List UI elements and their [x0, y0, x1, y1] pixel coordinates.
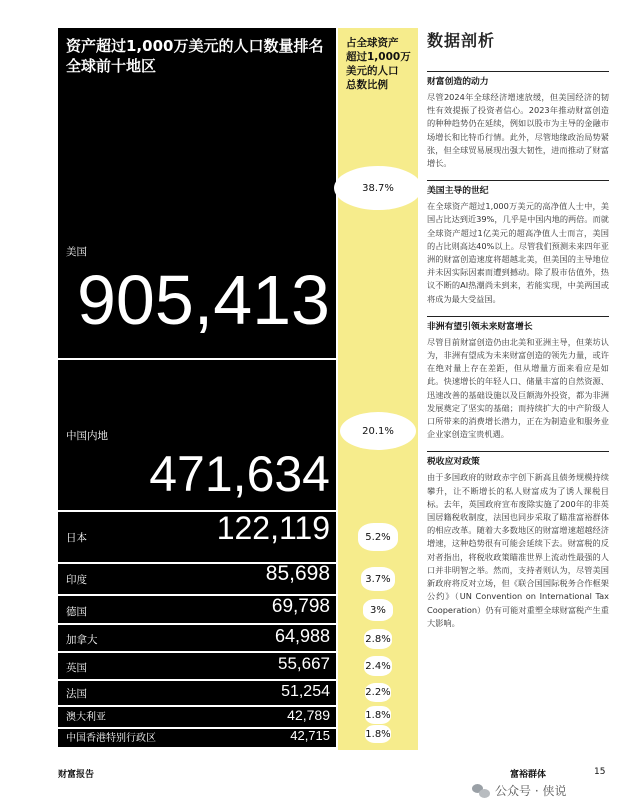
bar-row: [58, 596, 336, 623]
wechat-icon: [472, 784, 490, 798]
section-body: 尽管2024年全球经济增速放缓，但美国经济的韧性有效提振了投资者信心。2023年推动财富创造的种种趋势仍在延续，例如以股市为主导的金融市场增长和比特币行情。此外，尽管地缘政治局势紧张，但全球贸易展现出强大韧性，进而推动了财富增长。: [427, 92, 609, 169]
bar-row: [58, 28, 336, 358]
bar-category-label: 中国香港特别行政区: [66, 733, 156, 744]
section-heading: 财富创造的动力: [427, 77, 489, 87]
bar-value-label: 471,634: [149, 446, 330, 502]
bar-category-label: 美国: [66, 246, 87, 258]
share-header-line: 超过1,000万: [346, 51, 411, 63]
chart-title: [66, 36, 326, 76]
share-badge: 1.8%: [365, 725, 390, 743]
share-column-header: [346, 36, 412, 92]
chart-title-line: 资产超过1,000万美元的人口数量排名: [66, 37, 324, 55]
share-header-line: 占全球资产: [346, 37, 399, 49]
share-header-line: 美元的人口: [346, 65, 399, 77]
watermark-text: 公众号 · 侠说: [495, 784, 567, 798]
section-body: 尽管目前财富创造仍由北美和亚洲主导，但莱坊认为，非洲有望成为未来财富创造的领先力量，或许在绝对量上存在差距，但从增量方面来看应是如此。快速增长的年轻人口、储量丰富的自然资源、迅速改善的基础设施以及巨额海外投资，都为非洲发展奠定了坚实的基础；而持续扩大的中产阶级人口所带来的消费增长潜力，正在为制造业和服务业企业家创造宝贵机遇。: [427, 336, 609, 440]
analysis-column: [427, 28, 609, 640]
bar-value-label: 69,798: [271, 596, 330, 617]
share-badge: 3%: [363, 599, 394, 621]
footer-section-name: 富裕群体: [510, 770, 547, 780]
share-badge: 3.7%: [361, 567, 395, 591]
bar-row: [58, 564, 336, 594]
bar-category-label: 中国内地: [66, 430, 108, 442]
bar-category-label: 澳大利亚: [66, 712, 106, 723]
section-divider: [427, 451, 609, 452]
share-badge: 5.2%: [358, 523, 397, 551]
bar-value-label: 122,119: [216, 510, 330, 546]
bar-row: [58, 653, 336, 679]
bar-row: [58, 681, 336, 705]
bar-value-label: 51,254: [281, 683, 330, 700]
page-number: 15: [594, 767, 606, 777]
section-heading: 税收应对政策: [427, 457, 480, 468]
section-divider: [427, 71, 609, 72]
bar-category-label: 德国: [66, 606, 87, 618]
analysis-title: 数据剖析: [427, 31, 496, 50]
section-heading: 美国主导的世纪: [427, 186, 489, 197]
share-badge: 2.8%: [364, 629, 392, 649]
footer-report-name: 财富报告: [58, 770, 95, 780]
bar-row: [58, 729, 336, 747]
bar-value-label: 42,715: [290, 728, 330, 743]
share-badge: 2.4%: [364, 656, 392, 676]
bar-value-label: 42,789: [287, 707, 330, 723]
section-divider: [427, 316, 609, 317]
section-heading: 非洲有望引领未来财富增长: [427, 321, 533, 332]
watermark: [472, 782, 566, 799]
bar-value-label: 85,698: [265, 562, 330, 585]
bar-value-label: 64,988: [274, 626, 330, 646]
bar-category-label: 加拿大: [66, 634, 98, 646]
bar-row: [58, 512, 336, 562]
section-divider: [427, 180, 609, 181]
share-badge: 38.7%: [334, 166, 422, 210]
share-badge: 2.2%: [365, 683, 392, 702]
share-badge: 1.8%: [365, 706, 390, 724]
section-body: 在全球资产超过1,000万美元的高净值人士中，美国占比达到近39%，几乎是中国内地的两倍。而就全球资产超过1亿美元的超高净值人士而言，美国的占比则高达40%以上。尽管我们预测未来四年亚洲的财富创造速度将超越北美，但美国的主导地位并未因实际因素而遭到撼动。除了股市估值外，热议不断的AI热潮尚未到来，若能实现，中美两国或将成为最大受益国。: [427, 201, 609, 304]
bar-category-label: 法国: [66, 688, 87, 700]
bar-value-label: 905,413: [76, 261, 330, 339]
bar-row: [58, 625, 336, 651]
bar-row: [58, 707, 336, 727]
share-header-line: 总数比例: [346, 79, 388, 91]
chart-title-line: 全球前十地区: [66, 57, 157, 75]
bar-row: [58, 360, 336, 510]
bar-category-label: 日本: [66, 532, 87, 544]
share-badge: 20.1%: [340, 412, 416, 450]
section-body: 由于多国政府的财政赤字创下新高且债务规模持续攀升，让不断增长的私人财富成为了诱人课税目标。去年，英国政府宣布废除实施了200年的非英国居籍税收制度，法国也同步采取了瞄准富裕群体的相应改革。随着大多数地区的财富增速超越经济增速，这种趋势很有可能会延续下去。财富税的反对者指出，将税收政策瞄准世界上流动性最强的人口并非明智之举。然而，支持者则认为，尽管美国新政府将反对立场，但《联合国国际税务合作框架公约》（UN Convention on International Tax Cooperation）仍有可能对重塑全球财富税产生重大影响。: [427, 472, 609, 628]
bar-value-label: 55,667: [278, 654, 330, 673]
bar-category-label: 英国: [66, 662, 87, 674]
bar-category-label: 印度: [66, 574, 87, 586]
